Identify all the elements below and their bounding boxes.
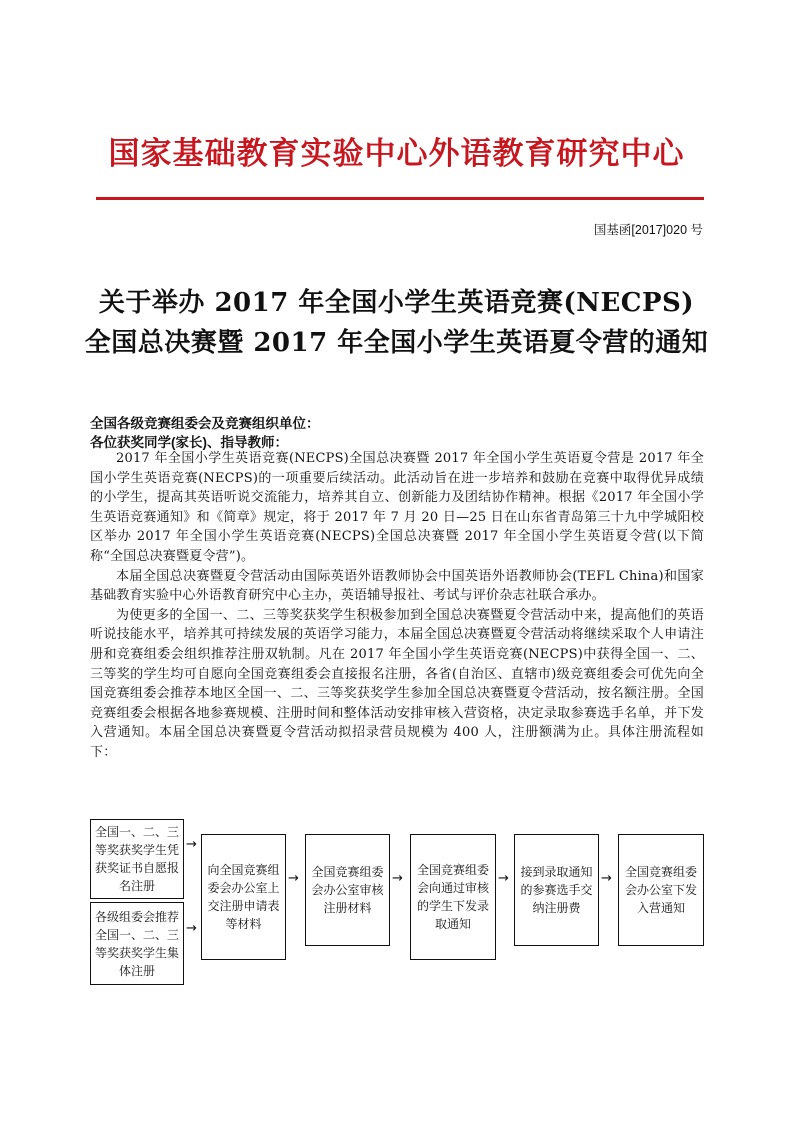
body-paragraph-2: 本届全国总决赛暨夏令营活动由国际英语外语教师协会中国英语外语教师协会(TEFL China)和国家基础教育实验中心外语教育研究中心主办，英语辅导报社、考试与评价杂志社联合承办。: [90, 568, 704, 604]
addressee-line-1: 全国各级竞赛组委会及竞赛组织单位：: [90, 416, 320, 431]
org-title: 国家基础教育实验中心外语教育研究中心: [108, 136, 685, 172]
flow-arrow-4: →: [498, 871, 509, 886]
flow-arrow-1b: →: [186, 921, 197, 936]
flow-arrow-5: →: [601, 871, 612, 886]
flow-step-camp-notice: 全国竞赛组委会办公室下发入营通知: [618, 834, 704, 946]
flow-step-admission-notice: 全国竞赛组委会向通过审核的学生下发录取通知: [410, 834, 496, 960]
body-paragraph-3: 为使更多的全国一、二、三等奖获奖学生积极参加到全国总决赛暨夏令营活动中来，提高他们的英语听说技能水平，培养其可持续发展的英语学习能力，本届全国总决赛暨夏令营活动将继续采取个人申请注册和竞赛组委会组织推荐注册双轨制。凡在 2017 年全国小学生英语竞赛(NECPS)中获得全国一、二、三等奖的学生均可自愿向全国竞赛组委会直接报名注册，各省(自治区、直辖市)级竞赛组委会可优先向全国竞赛组委会推荐本地区全国一、二、三等奖获奖学生参加全国总决赛暨夏令营活动，按名额注册。全国竞赛组委会根据各地参赛规模、注册时间和整体活动安排审核入营资格，决定录取参赛选手名单，并下发入营通知。本届全国总决赛暨夏令营活动拟招录营员规模为 400 人，注册额满为止。具体注册流程如下：: [90, 607, 704, 760]
notice-body: [90, 449, 704, 763]
flow-step-review-materials: 全国竞赛组委会办公室审核注册材料: [305, 834, 390, 946]
notice-title-line-1: 关于举办 2017 年全国小学生英语竞赛(NECPS): [98, 288, 695, 318]
flow-arrow-2: →: [288, 871, 299, 886]
notice-title-line-2: 全国总决赛暨 2017 年全国小学生英语夏令营的通知: [84, 328, 709, 358]
flow-arrow-3: →: [392, 871, 403, 886]
addressee-line-2: 各位获奖同学(家长)、指导教师：: [90, 435, 288, 450]
body-paragraph-1: 2017 年全国小学生英语竞赛(NECPS)全国总决赛暨 2017 年全国小学生英语夏令营是 2017 年全国小学生英语竞赛(NECPS)的一项重要后续活动。此活动旨在进一步培养和鼓励在竞赛中取得优异成绩的小学生，提高其英语听说交流能力，培养其自立、创新能力及团结协作精神。根据《2017 年全国小学生英语竞赛通知》和《简章》规定，将于 2017 年 7 月 20 日—25 日在山东省青岛第三十九中学城阳校区举办 2017 年全国小学生英语竞赛(NECPS)全国总决赛暨 2017 年全国小学生英语夏令营(以下简称“全国总决赛暨夏令营”)。: [90, 451, 704, 564]
flow-step-pay-fee: 接到录取通知的参赛选手交纳注册费: [514, 834, 599, 946]
header-divider: [96, 197, 704, 200]
flow-step-submit-materials: 向全国竞赛组委会办公室上交注册申请表等材料: [201, 834, 286, 960]
flow-arrow-1a: →: [186, 837, 197, 852]
document-number: 国基函[2017]020 号: [593, 223, 703, 237]
flow-step-group-registration: 各级组委会推荐全国一、二、三等奖获奖学生集体注册: [90, 902, 184, 985]
flow-step-individual-registration: 全国一、二、三等奖获奖学生凭获奖证书自愿报名注册: [90, 819, 184, 899]
